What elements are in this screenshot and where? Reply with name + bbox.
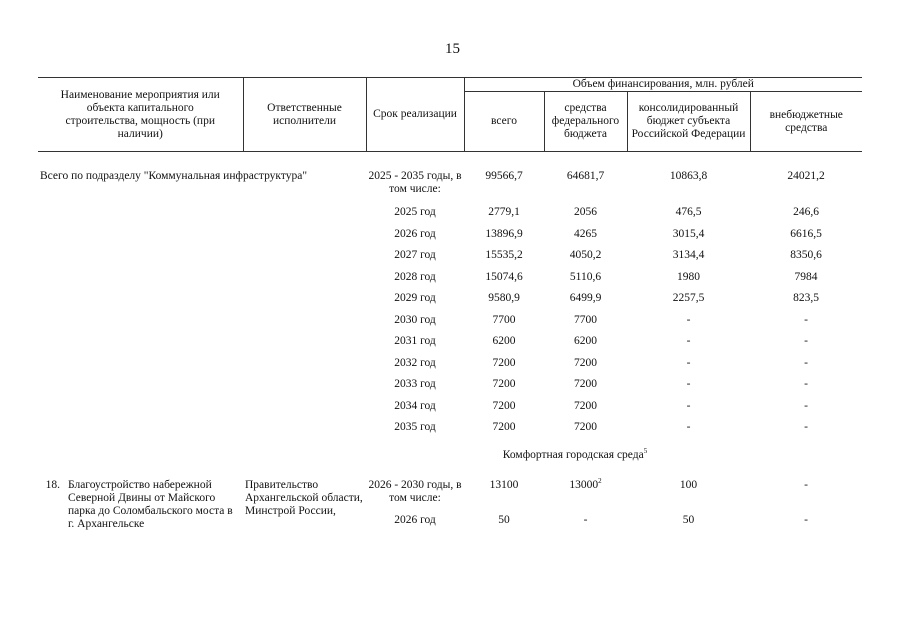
header-total: всего [464, 92, 544, 152]
year-extrabudget-cell: 246,6 [793, 206, 819, 219]
year-total-cell: 7200 [492, 421, 516, 434]
empty-cell [38, 288, 366, 310]
table-row [38, 245, 862, 267]
year-regional-cell: - [686, 378, 691, 391]
year-total-cell: 13896,9 [485, 227, 523, 240]
table-row [38, 202, 862, 224]
year-year-cell: 2027 год [394, 249, 436, 262]
empty-cell [38, 374, 366, 396]
year-extrabudget-cell: - [804, 313, 808, 326]
year-total-cell: 7200 [492, 378, 516, 391]
year-year-cell: 2032 год [394, 356, 436, 369]
year-regional-cell: - [686, 335, 691, 348]
year-extrabudget-cell: 7984 [794, 270, 818, 283]
header-financing-group: Объем финансирования, млн. рублей [464, 78, 862, 92]
header-responsible: Ответственные исполнители [243, 78, 366, 152]
item-18-federal: 13000 [569, 478, 599, 491]
empty-cell [38, 267, 366, 289]
empty-cell [38, 353, 366, 375]
year-federal-cell: 7200 [574, 378, 597, 391]
item-18-name: Благоустройство набережной Северной Двины от Майского парка до Соломбальского моста в г. Архангельске [68, 478, 233, 530]
item-18-row [38, 479, 862, 531]
item-18-regional: 100 [679, 478, 698, 491]
year-federal-cell: 4050,2 [569, 249, 602, 262]
year-federal-cell: 7200 [574, 399, 597, 412]
item-18-responsible: Правительство Архангельской области, Минстрой России, [245, 478, 363, 517]
table-row [38, 331, 862, 353]
year-regional-cell: - [686, 356, 691, 369]
year-extrabudget-cell: - [804, 356, 808, 369]
item-18-year-total: 50 [498, 513, 510, 526]
header-regional: консолидированный бюджет субъекта Российской Федерации [627, 92, 750, 152]
year-federal-cell: 4265 [574, 227, 597, 240]
year-federal-cell: 6499,9 [569, 292, 602, 305]
year-extrabudget-cell: - [804, 335, 808, 348]
year-federal-cell: 2056 [574, 206, 597, 219]
summary-total: 99566,7 [485, 170, 523, 182]
header-federal: средства федерального бюджета [544, 92, 627, 152]
year-total-cell: 7700 [492, 313, 516, 326]
table-row [38, 224, 862, 246]
item-18-number: 18. [45, 478, 60, 491]
header-period: Срок реализации [366, 78, 464, 152]
year-year-cell: 2028 год [394, 270, 436, 283]
year-extrabudget-cell: 8350,6 [790, 249, 822, 262]
year-year-cell: 2029 год [394, 292, 436, 305]
item-18-total: 13100 [489, 478, 519, 491]
summary-label: Всего по подразделу "Коммунальная инфраструктура" [40, 170, 308, 182]
year-extrabudget-cell: 823,5 [793, 292, 819, 305]
table-row [38, 288, 862, 310]
year-year-cell: 2025 год [394, 206, 436, 219]
item-18-total-cell [464, 479, 544, 531]
year-regional-cell: 2257,5 [672, 292, 705, 305]
year-federal-cell: 5110,6 [569, 270, 602, 283]
year-year-cell: 2034 год [394, 399, 436, 412]
year-year-cell: 2026 год [394, 227, 436, 240]
header-name: Наименование мероприятия или объекта капитального строительства, мощность (при наличии) [38, 78, 243, 152]
item-18-year-extrabudget: - [804, 513, 808, 526]
year-regional-cell: 3015,4 [672, 227, 705, 240]
empty-cell [38, 396, 366, 418]
year-year-cell: 2031 год [394, 335, 436, 348]
year-federal-cell: 6200 [574, 335, 597, 348]
empty-cell [38, 245, 366, 267]
year-year-cell: 2030 год [394, 313, 436, 326]
page-number: 15 [445, 41, 460, 57]
section-title: Комфортная городская среда [502, 449, 644, 461]
year-total-cell: 9580,9 [488, 292, 520, 305]
year-total-cell: 6200 [492, 335, 516, 348]
summary-period: 2025 - 2035 годы, в том числе: [368, 170, 462, 195]
year-total-cell: 15535,2 [485, 249, 523, 262]
year-regional-cell: 476,5 [675, 206, 702, 219]
year-extrabudget-cell: 6616,5 [790, 227, 822, 240]
empty-cell [38, 417, 366, 439]
summary-federal: 64681,7 [566, 170, 605, 182]
item-18-federal-footnote: 2 [598, 476, 602, 485]
year-total-cell: 15074,6 [485, 270, 523, 283]
item-18-extrabudget: - [804, 478, 808, 491]
year-federal-cell: 7700 [574, 313, 597, 326]
section-row [38, 439, 862, 473]
empty-cell [38, 310, 366, 332]
item-18-regional-cell [627, 479, 750, 531]
header-extrabudget: внебюджетные средства [750, 92, 862, 152]
year-federal-cell: 7200 [574, 421, 597, 434]
item-18-year-federal: - [583, 513, 588, 526]
year-extrabudget-cell: - [804, 421, 808, 434]
item-18-year-regional: 50 [682, 513, 695, 526]
summary-year-rows [38, 202, 862, 439]
spacer-row [38, 152, 862, 171]
summary-row [38, 170, 862, 196]
table-row [38, 374, 862, 396]
year-regional-cell: - [686, 421, 691, 434]
year-regional-cell: 3134,4 [672, 249, 705, 262]
year-extrabudget-cell: - [804, 399, 808, 412]
item-18-extrabudget-cell [750, 479, 862, 531]
year-regional-cell: 1980 [677, 270, 700, 283]
section-footnote: 5 [643, 447, 648, 456]
summary-regional: 10863,8 [669, 170, 708, 182]
item-18-federal-cell [544, 476, 627, 531]
year-year-cell: 2033 год [394, 378, 436, 391]
year-total-cell: 2779,1 [488, 206, 520, 219]
table-row [38, 417, 862, 439]
table-row [38, 267, 862, 289]
year-extrabudget-cell: - [804, 378, 808, 391]
year-regional-cell: - [686, 313, 691, 326]
year-regional-cell: - [686, 399, 691, 412]
year-total-cell: 7200 [492, 399, 516, 412]
financing-table [38, 77, 862, 531]
empty-cell [38, 224, 366, 246]
table-row [38, 310, 862, 332]
year-total-cell: 7200 [492, 356, 516, 369]
item-18-period-text: 2026 - 2030 годы, в том числе: [368, 478, 462, 504]
table-row [38, 396, 862, 418]
item-18-name-cell [38, 479, 243, 531]
year-federal-cell: 7200 [574, 356, 597, 369]
year-year-cell: 2035 год [394, 421, 436, 434]
item-18-period [366, 479, 464, 531]
table-row [38, 353, 862, 375]
summary-extrabudget: 24021,2 [787, 170, 825, 182]
item-18-year-label: 2026 год [394, 513, 436, 526]
table-header [38, 78, 862, 152]
empty-cell [38, 331, 366, 353]
empty-cell [38, 202, 366, 224]
section-title-cell [38, 439, 862, 473]
